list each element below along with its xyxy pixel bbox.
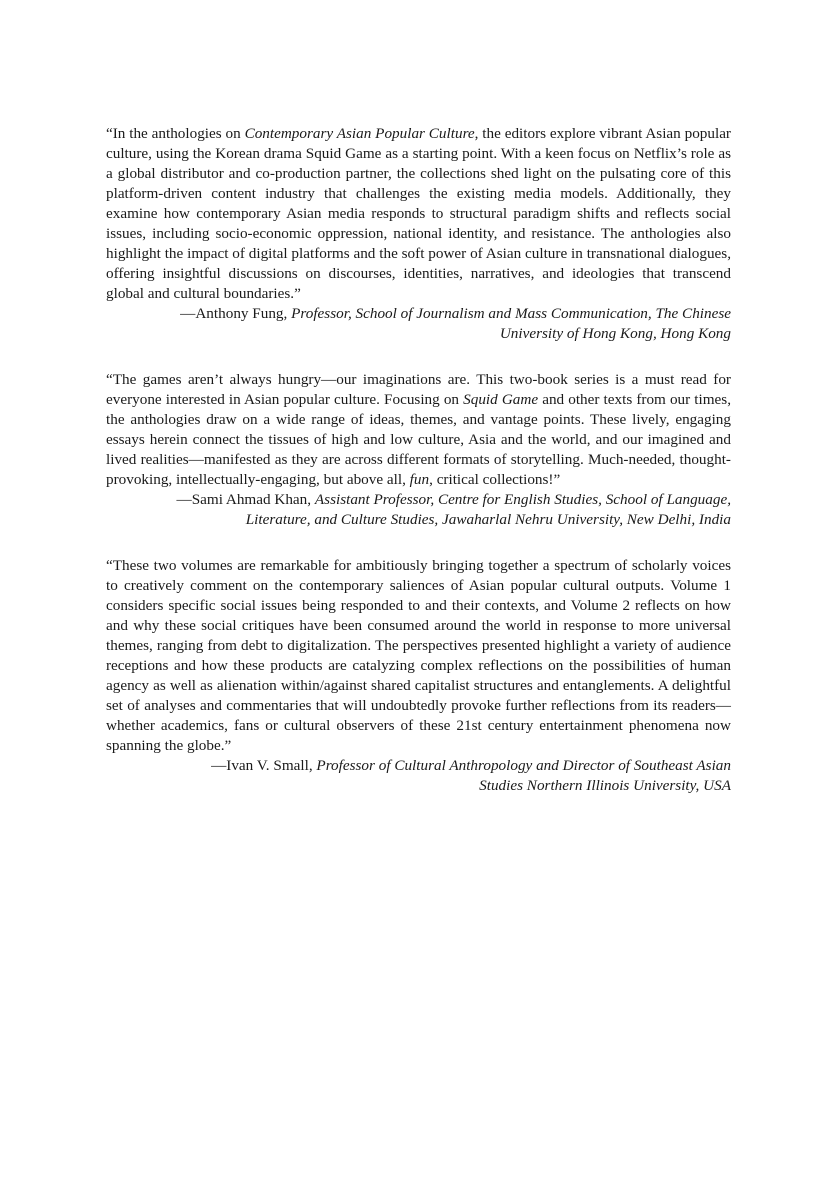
- quote-text: , the editors explore vibrant Asian popular culture, using the Korean drama Squid Game as a starting point. With a keen focus on Netflix’s role as a global distributor and co-production partner, the collections shed light on the pulsating core of this platform-driven content industry that challenges the existing media models. Additionally, they examine how contemporary Asian media responds to structural paradigm shifts and reflects social issues, including socio-economic oppression, national identity, and resistance. The anthologies also highlight the impact of digital platforms and the soft power of Asian culture in transnational dialogues, offering insightful discussions on discourses, identities, narratives, and ideologies that transcend global and cultural boundaries.”: [106, 125, 731, 302]
- quote-text: and other texts from our times, the anthologies draw on a wide range of ideas, themes, and vantage points. These lively, engaging essays herein connect the tissues of high and low culture, Asia and the world, and our imagined and lived realities—manifested as they are across different formats of storytelling. Much-needed, thought-provoking, intellectually-engaging, but above all,: [106, 391, 731, 488]
- endorsements-page: [106, 124, 731, 796]
- quote-text: “In the anthologies on: [106, 125, 245, 142]
- endorsement-attribution: [176, 304, 731, 344]
- emphasis: fun: [409, 471, 430, 488]
- endorsement-attribution: [176, 490, 731, 530]
- quote-text: “The games aren’t always hungry—our imaginations are. This two-book series is a must read for everyone interested in Asian popular culture. Focusing on: [106, 371, 731, 408]
- quote-text: “These two volumes are remarkable for ambitiously bringing together a spectrum of scholarly voices to creatively comment on the contemporary saliences of Asian popular cultural outputs. Volume 1 considers specific social issues being responded to and their contexts, and Volume 2 reflects on how and why these social critiques have been consumed around the world in response to more universal themes, ranging from debt to digitalization. The perspectives presented highlight a variety of audience receptions and how these products are catalyzing complex reflections on the possibilities of human agency as well as alienation within/against shared capitalist structures and entanglements. A delightful set of analyses and commentaries that will undoubtedly provoke further reflections from its readers—whether academics, fans or cultural observers of these 21st century entertainment phenomena now spanning the globe.”: [106, 557, 731, 754]
- author-name: —Sami Ahmad Khan,: [176, 491, 315, 508]
- author-affiliation: Assistant Professor, Centre for English Studies, School of Language, Literature, and Culture Studies, Jawaharlal Nehru University, New Delhi, India: [245, 491, 731, 528]
- author-affiliation: Professor of Cultural Anthropology and Director of Southeast Asian Studies Northern Illinois University, USA: [316, 757, 731, 794]
- endorsement-attribution: [176, 756, 731, 796]
- endorsement-ivan-small: [106, 556, 731, 796]
- work-title: Squid Game: [463, 391, 539, 408]
- quote-text: , critical collections!”: [429, 471, 561, 488]
- endorsement-quote: [106, 370, 731, 490]
- endorsement-anthony-fung: [106, 124, 731, 344]
- author-affiliation: Professor, School of Journalism and Mass Communication, The Chinese University of Hong Kong, Hong Kong: [291, 305, 731, 342]
- endorsement-quote: [106, 556, 731, 756]
- endorsement-quote: [106, 124, 731, 304]
- author-name: —Anthony Fung,: [180, 305, 292, 322]
- author-name: —Ivan V. Small,: [211, 757, 317, 774]
- endorsement-sami-ahmad-khan: [106, 370, 731, 530]
- book-title: Contemporary Asian Popular Culture: [244, 125, 475, 142]
